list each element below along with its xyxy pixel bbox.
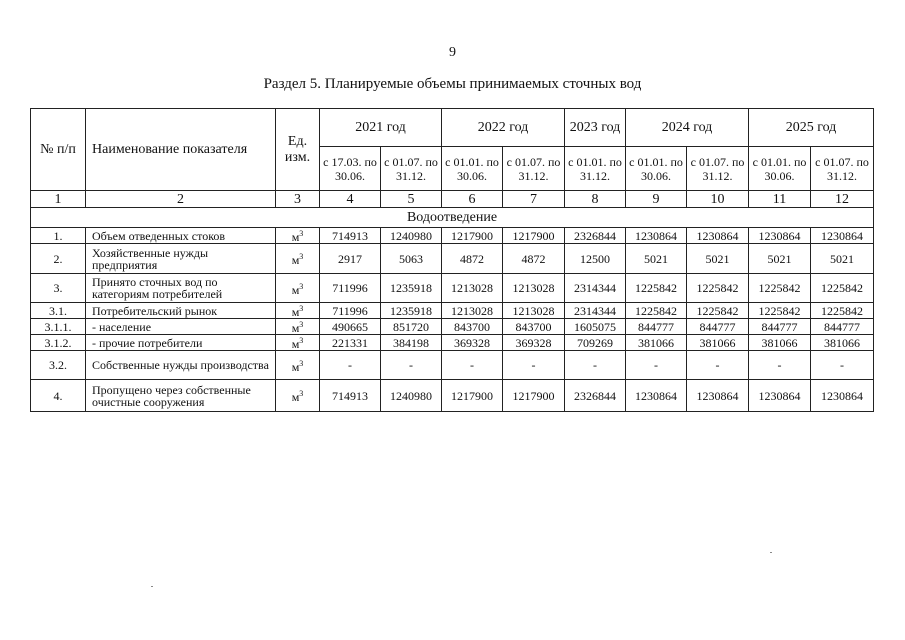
header-year-2024: 2024 год bbox=[626, 109, 749, 147]
value-cell: 1225842 bbox=[626, 303, 687, 319]
period-col-4: с 17.03. по 30.06. bbox=[320, 147, 381, 191]
period-col-9: с 01.01. по 30.06. bbox=[626, 147, 687, 191]
indicator-name: Объем отведенных стоков bbox=[86, 228, 276, 244]
header-unit: Ед. изм. bbox=[276, 109, 320, 191]
value-cell: 381066 bbox=[687, 335, 749, 351]
table-row bbox=[31, 335, 874, 351]
value-cell: 1225842 bbox=[749, 303, 811, 319]
value-cell: 1225842 bbox=[626, 274, 687, 303]
unit-cell bbox=[276, 319, 320, 335]
value-cell: 1225842 bbox=[811, 274, 874, 303]
value-cell: 1230864 bbox=[687, 228, 749, 244]
value-cell: 2314344 bbox=[565, 303, 626, 319]
table-row bbox=[31, 274, 874, 303]
value-cell: 381066 bbox=[626, 335, 687, 351]
scan-dot bbox=[151, 586, 153, 587]
period-col-10: с 01.07. по 31.12. bbox=[687, 147, 749, 191]
value-cell: - bbox=[687, 351, 749, 380]
value-cell: - bbox=[626, 351, 687, 380]
value-cell: 369328 bbox=[442, 335, 503, 351]
period-col-6: с 01.01. по 30.06. bbox=[442, 147, 503, 191]
unit-exponent: 3 bbox=[299, 389, 304, 398]
value-cell: 1213028 bbox=[442, 303, 503, 319]
period-col-8: с 01.01. по 31.12. bbox=[565, 147, 626, 191]
value-cell: 1213028 bbox=[442, 274, 503, 303]
unit-base: м bbox=[291, 253, 300, 267]
unit-cell bbox=[276, 380, 320, 412]
header-year-2025: 2025 год bbox=[749, 109, 874, 147]
value-cell: 1230864 bbox=[749, 380, 811, 412]
table-row bbox=[31, 351, 874, 380]
row-number: 3.1. bbox=[31, 303, 86, 319]
value-cell: 709269 bbox=[565, 335, 626, 351]
value-cell: 5021 bbox=[749, 244, 811, 274]
value-cell: 5021 bbox=[626, 244, 687, 274]
column-number: 2 bbox=[86, 191, 276, 208]
value-cell: 1230864 bbox=[811, 380, 874, 412]
indicator-name: Пропущено через собственные очистные сооружения bbox=[86, 380, 276, 412]
value-cell: 1235918 bbox=[381, 274, 442, 303]
value-cell: 5021 bbox=[687, 244, 749, 274]
value-cell: 1230864 bbox=[811, 228, 874, 244]
value-cell: 4872 bbox=[442, 244, 503, 274]
row-number: 3.1.1. bbox=[31, 319, 86, 335]
value-cell: 1240980 bbox=[381, 380, 442, 412]
table-row bbox=[31, 319, 874, 335]
column-number: 3 bbox=[276, 191, 320, 208]
row-number: 1. bbox=[31, 228, 86, 244]
value-cell: - bbox=[320, 351, 381, 380]
value-cell: 1225842 bbox=[811, 303, 874, 319]
value-cell: 714913 bbox=[320, 228, 381, 244]
value-cell: 844777 bbox=[687, 319, 749, 335]
unit-cell bbox=[276, 351, 320, 380]
value-cell: 5021 bbox=[811, 244, 874, 274]
value-cell: 384198 bbox=[381, 335, 442, 351]
unit-exponent: 3 bbox=[299, 229, 304, 238]
scan-dot bbox=[770, 552, 772, 553]
column-number: 12 bbox=[811, 191, 874, 208]
table-row bbox=[31, 244, 874, 274]
row-number: 3.2. bbox=[31, 351, 86, 380]
value-cell: 1217900 bbox=[442, 228, 503, 244]
value-cell: 2326844 bbox=[565, 228, 626, 244]
unit-cell bbox=[276, 303, 320, 319]
value-cell: - bbox=[811, 351, 874, 380]
period-col-12: с 01.07. по 31.12. bbox=[811, 147, 874, 191]
unit-base: м bbox=[291, 321, 300, 335]
value-cell: 2314344 bbox=[565, 274, 626, 303]
value-cell: - bbox=[565, 351, 626, 380]
column-number: 8 bbox=[565, 191, 626, 208]
indicator-name: Хозяйственные нужды предприятия bbox=[86, 244, 276, 274]
value-cell: 844777 bbox=[749, 319, 811, 335]
value-cell: - bbox=[749, 351, 811, 380]
header-year-2021: 2021 год bbox=[320, 109, 442, 147]
value-cell: 381066 bbox=[811, 335, 874, 351]
column-number: 11 bbox=[749, 191, 811, 208]
unit-cell bbox=[276, 335, 320, 351]
column-number: 6 bbox=[442, 191, 503, 208]
value-cell: 1230864 bbox=[749, 228, 811, 244]
header-year-2023: 2023 год bbox=[565, 109, 626, 147]
value-cell: 369328 bbox=[503, 335, 565, 351]
row-number: 4. bbox=[31, 380, 86, 412]
unit-exponent: 3 bbox=[299, 320, 304, 329]
unit-base: м bbox=[291, 337, 300, 351]
column-number: 10 bbox=[687, 191, 749, 208]
table-row bbox=[31, 303, 874, 319]
header-num: № п/п bbox=[31, 109, 86, 191]
value-cell: 1225842 bbox=[687, 274, 749, 303]
value-cell: 1217900 bbox=[503, 228, 565, 244]
section-row-water-disposal: Водоотведение bbox=[31, 208, 874, 228]
header-name: Наименование показателя bbox=[86, 109, 276, 191]
table-row bbox=[31, 228, 874, 244]
indicator-name: Принято сточных вод по категориям потребителей bbox=[86, 274, 276, 303]
indicator-name: - население bbox=[86, 319, 276, 335]
value-cell: 1225842 bbox=[749, 274, 811, 303]
value-cell: 2917 bbox=[320, 244, 381, 274]
value-cell: 851720 bbox=[381, 319, 442, 335]
value-cell: 1217900 bbox=[442, 380, 503, 412]
value-cell: 2326844 bbox=[565, 380, 626, 412]
value-cell: 843700 bbox=[503, 319, 565, 335]
value-cell: 714913 bbox=[320, 380, 381, 412]
period-col-11: с 01.01. по 30.06. bbox=[749, 147, 811, 191]
value-cell: 1213028 bbox=[503, 303, 565, 319]
value-cell: 221331 bbox=[320, 335, 381, 351]
value-cell: 711996 bbox=[320, 303, 381, 319]
value-cell: - bbox=[503, 351, 565, 380]
unit-base: м bbox=[291, 282, 300, 297]
unit-cell bbox=[276, 244, 320, 274]
table-row bbox=[31, 380, 874, 412]
value-cell: 1230864 bbox=[687, 380, 749, 412]
value-cell: - bbox=[381, 351, 442, 380]
unit-exponent: 3 bbox=[299, 281, 304, 291]
value-cell: 843700 bbox=[442, 319, 503, 335]
value-cell: 1240980 bbox=[381, 228, 442, 244]
unit-exponent: 3 bbox=[299, 358, 304, 368]
period-col-5: с 01.07. по 31.12. bbox=[381, 147, 442, 191]
value-cell: 1235918 bbox=[381, 303, 442, 319]
unit-exponent: 3 bbox=[299, 304, 304, 313]
row-number: 3. bbox=[31, 274, 86, 303]
value-cell: 4872 bbox=[503, 244, 565, 274]
unit-cell bbox=[276, 228, 320, 244]
column-number: 7 bbox=[503, 191, 565, 208]
column-number: 9 bbox=[626, 191, 687, 208]
header-year-2022: 2022 год bbox=[442, 109, 565, 147]
period-col-7: с 01.07. по 31.12. bbox=[503, 147, 565, 191]
row-number: 3.1.2. bbox=[31, 335, 86, 351]
value-cell: 844777 bbox=[811, 319, 874, 335]
value-cell: 1217900 bbox=[503, 380, 565, 412]
column-number-row bbox=[31, 191, 874, 208]
indicator-name: Собственные нужды производства bbox=[86, 351, 276, 380]
value-cell: 5063 bbox=[381, 244, 442, 274]
column-number: 1 bbox=[31, 191, 86, 208]
unit-base: м bbox=[291, 305, 300, 319]
page-number: 9 bbox=[449, 45, 456, 60]
unit-base: м bbox=[291, 390, 300, 404]
value-cell: 711996 bbox=[320, 274, 381, 303]
value-cell: 1605075 bbox=[565, 319, 626, 335]
column-number: 4 bbox=[320, 191, 381, 208]
value-cell: - bbox=[442, 351, 503, 380]
value-cell: 381066 bbox=[749, 335, 811, 351]
unit-cell bbox=[276, 274, 320, 303]
unit-base: м bbox=[291, 359, 300, 374]
column-number: 5 bbox=[381, 191, 442, 208]
value-cell: 1213028 bbox=[503, 274, 565, 303]
section-title-heading: Раздел 5. Планируемые объемы принимаемых сточных вод bbox=[263, 76, 642, 92]
value-cell: 844777 bbox=[626, 319, 687, 335]
value-cell: 1225842 bbox=[687, 303, 749, 319]
unit-exponent: 3 bbox=[299, 252, 304, 261]
unit-exponent: 3 bbox=[299, 336, 304, 345]
row-number: 2. bbox=[31, 244, 86, 274]
value-cell: 490665 bbox=[320, 319, 381, 335]
wastewater-volume-table bbox=[30, 108, 874, 412]
value-cell: 1230864 bbox=[626, 380, 687, 412]
value-cell: 12500 bbox=[565, 244, 626, 274]
indicator-name: Потребительский рынок bbox=[86, 303, 276, 319]
value-cell: 1230864 bbox=[626, 228, 687, 244]
unit-base: м bbox=[291, 230, 300, 244]
indicator-name: - прочие потребители bbox=[86, 335, 276, 351]
